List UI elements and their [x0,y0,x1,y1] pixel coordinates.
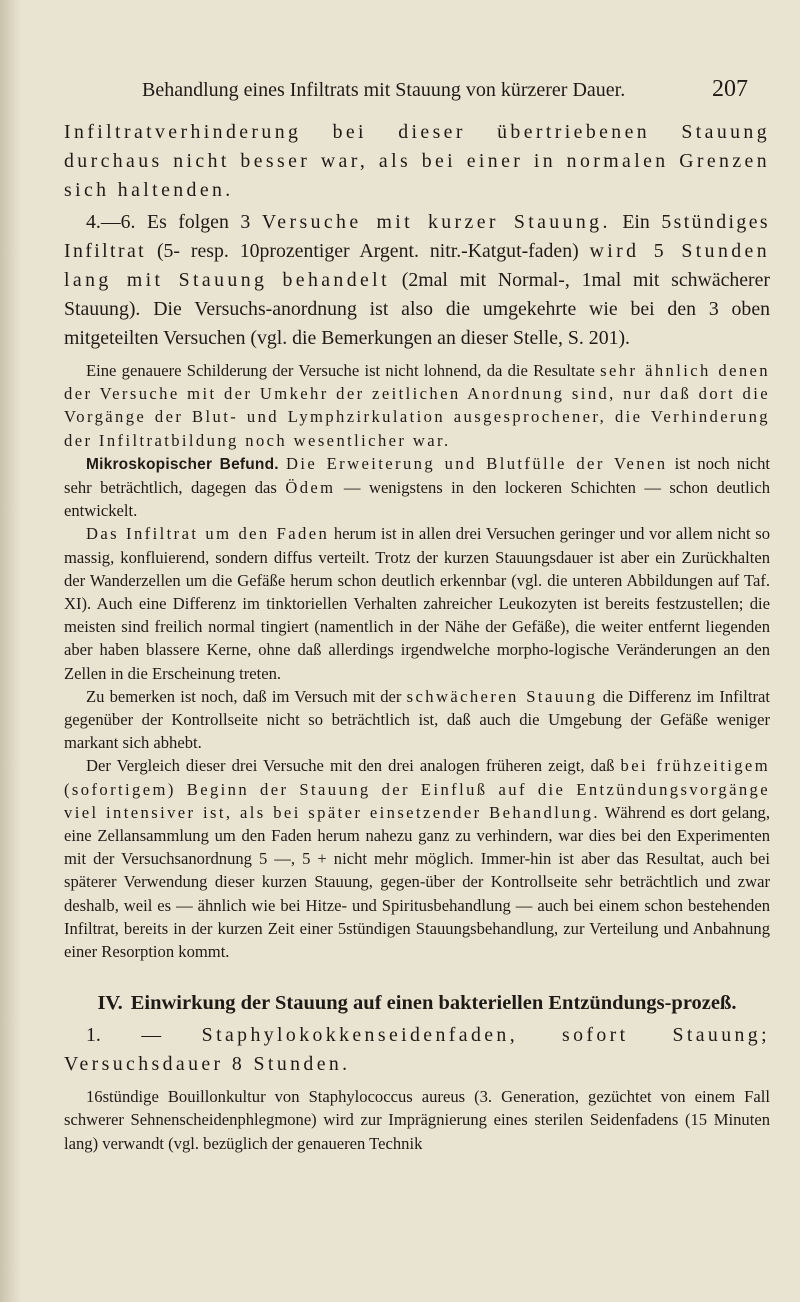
section-heading: IV. Einwirkung der Stauung auf einen bakteriellen Entzündungs-prozeß. [97,992,737,1015]
paragraph-8: 1. — Staphylokokkenseidenfaden, sofort Stauung; Versuchsdauer 8 Stunden. [64,1024,770,1076]
page-body [64,118,770,1155]
page-header [142,76,748,103]
paragraph-4: Mikroskopischer Befund. Die Erweiterung und Blutfülle der Venen ist noch nicht sehr beträchtlich, dagegen das Ödem — wenigstens in den lockeren Schichten — schon deutlich entwickelt. [64,453,771,521]
section-label-mikroskopischer-befund: Mikroskopischer Befund. [86,455,279,473]
book-page [60,0,778,1302]
paragraph-7: Der Vergleich dieser drei Versuche mit den drei analogen früheren zeigt, daß bei frühzeitigem (sofortigem) Beginn der Stauung der Einfluß auf die Entzündungsvorgänge viel intensiver ist, als bei später einsetzender Behandlung. Während es dort gelang, eine Zellansammlung um den Faden herum nahezu ganz zu verhindern, war dies bei den Experimenten mit der Versuchsanordnung 5 —, 5 + nicht mehr möglich. Immer-hin ist aber das Resultat, auch bei späterer Verwendung dieser kurzen Stauung, gegen-über der Kontrollseite sehr beträchtlich und zwar deshalb, weil es — ähnlich wie bei Hitze- und Spiritusbehandlung — auch bei einem schon bestehenden Infiltrat, bereits in der kurzen Zeit einer 5stündigen Stauungsbehandlung, zur Verteilung und Anbahnung einer Resorption kommt. [64,756,770,962]
paragraph-5: Das Infiltrat um den Faden herum ist in allen drei Versuchen geringer und vor allem nicht so massig, konfluierend, sondern diffus verteilt. Trotz der kurzen Stauungsdauer ist aber ein Zurückhalten der Wanderzellen um die Gefäße herum schon deutlich erkennbar (vgl. die unteren Abbildungen auf Taf. XI). Auch eine Differenz im tinktoriellen Verhalten zahreicher Leukozyten ist bereits festzustellen; die meisten sind freilich normal tingiert (namentlich in der Nähe der Gefäße), die weiter entfernt liegenden aber haben blassere Kerne, ohne daß allerdings irgendwelche morpho-logische Veränderungen an den Zellen in die Erscheinung treten. [64,524,771,683]
paragraph-9: 16stündige Bouillonkultur von Staphylococcus aureus (3. Generation, gezüchtet von einem Fall schwerer Sehnenscheidenphlegmone) wird zur Imprägnierung eines sterilen Seidenfadens (15 Minuten lang) verwandt (vgl. bezüglich der genaueren Technik [64,1087,770,1153]
page-number: 207 [712,76,748,102]
book-gutter [0,0,22,1302]
paragraph-3: Eine genauere Schilderung der Versuche ist nicht lohnend, da die Resultate sehr ähnlich denen der Versuche mit der Umkehr der zeitlichen Anordnung sind, nur daß dort die Vorgänge der Blut- und Lymphzirkulation ausgesprochener, die Verhinderung der Infiltratbildung noch wesentlicher war. [64,361,770,450]
paragraph-1: Infiltratverhinderung bei dieser übertriebenen Stauung durchaus nicht besser war, als bei einer in normalen Grenzen sich haltenden. [64,121,770,201]
running-title: Behandlung eines Infiltrats mit Stauung von kürzerer Dauer. [142,79,626,101]
paragraph-6: Zu bemerken ist noch, daß im Versuch mit der schwächeren Stauung die Differenz im Infiltrat gegenüber der Kontrollseite nicht so beträchtlich ist, daß auch die Umgebung der Gefäße weniger markant sich abhebt. [64,686,771,753]
paragraph-2: 4.—6. Es folgen 3 Versuche mit kurzer Stauung. Ein 5stündiges Infiltrat (5- resp. 10prozentiger Argent. nitr.-Katgut-faden) wird 5 Stunden lang mit Stauung behandelt (2mal mit Normal-, 1mal mit schwächerer Stauung). Die Versuchs-anordnung ist also die umgekehrte wie bei den 3 oben mitgeteilten Versuchen (vgl. die Bemerkungen an dieser Stelle, S. 201). [64,211,771,349]
